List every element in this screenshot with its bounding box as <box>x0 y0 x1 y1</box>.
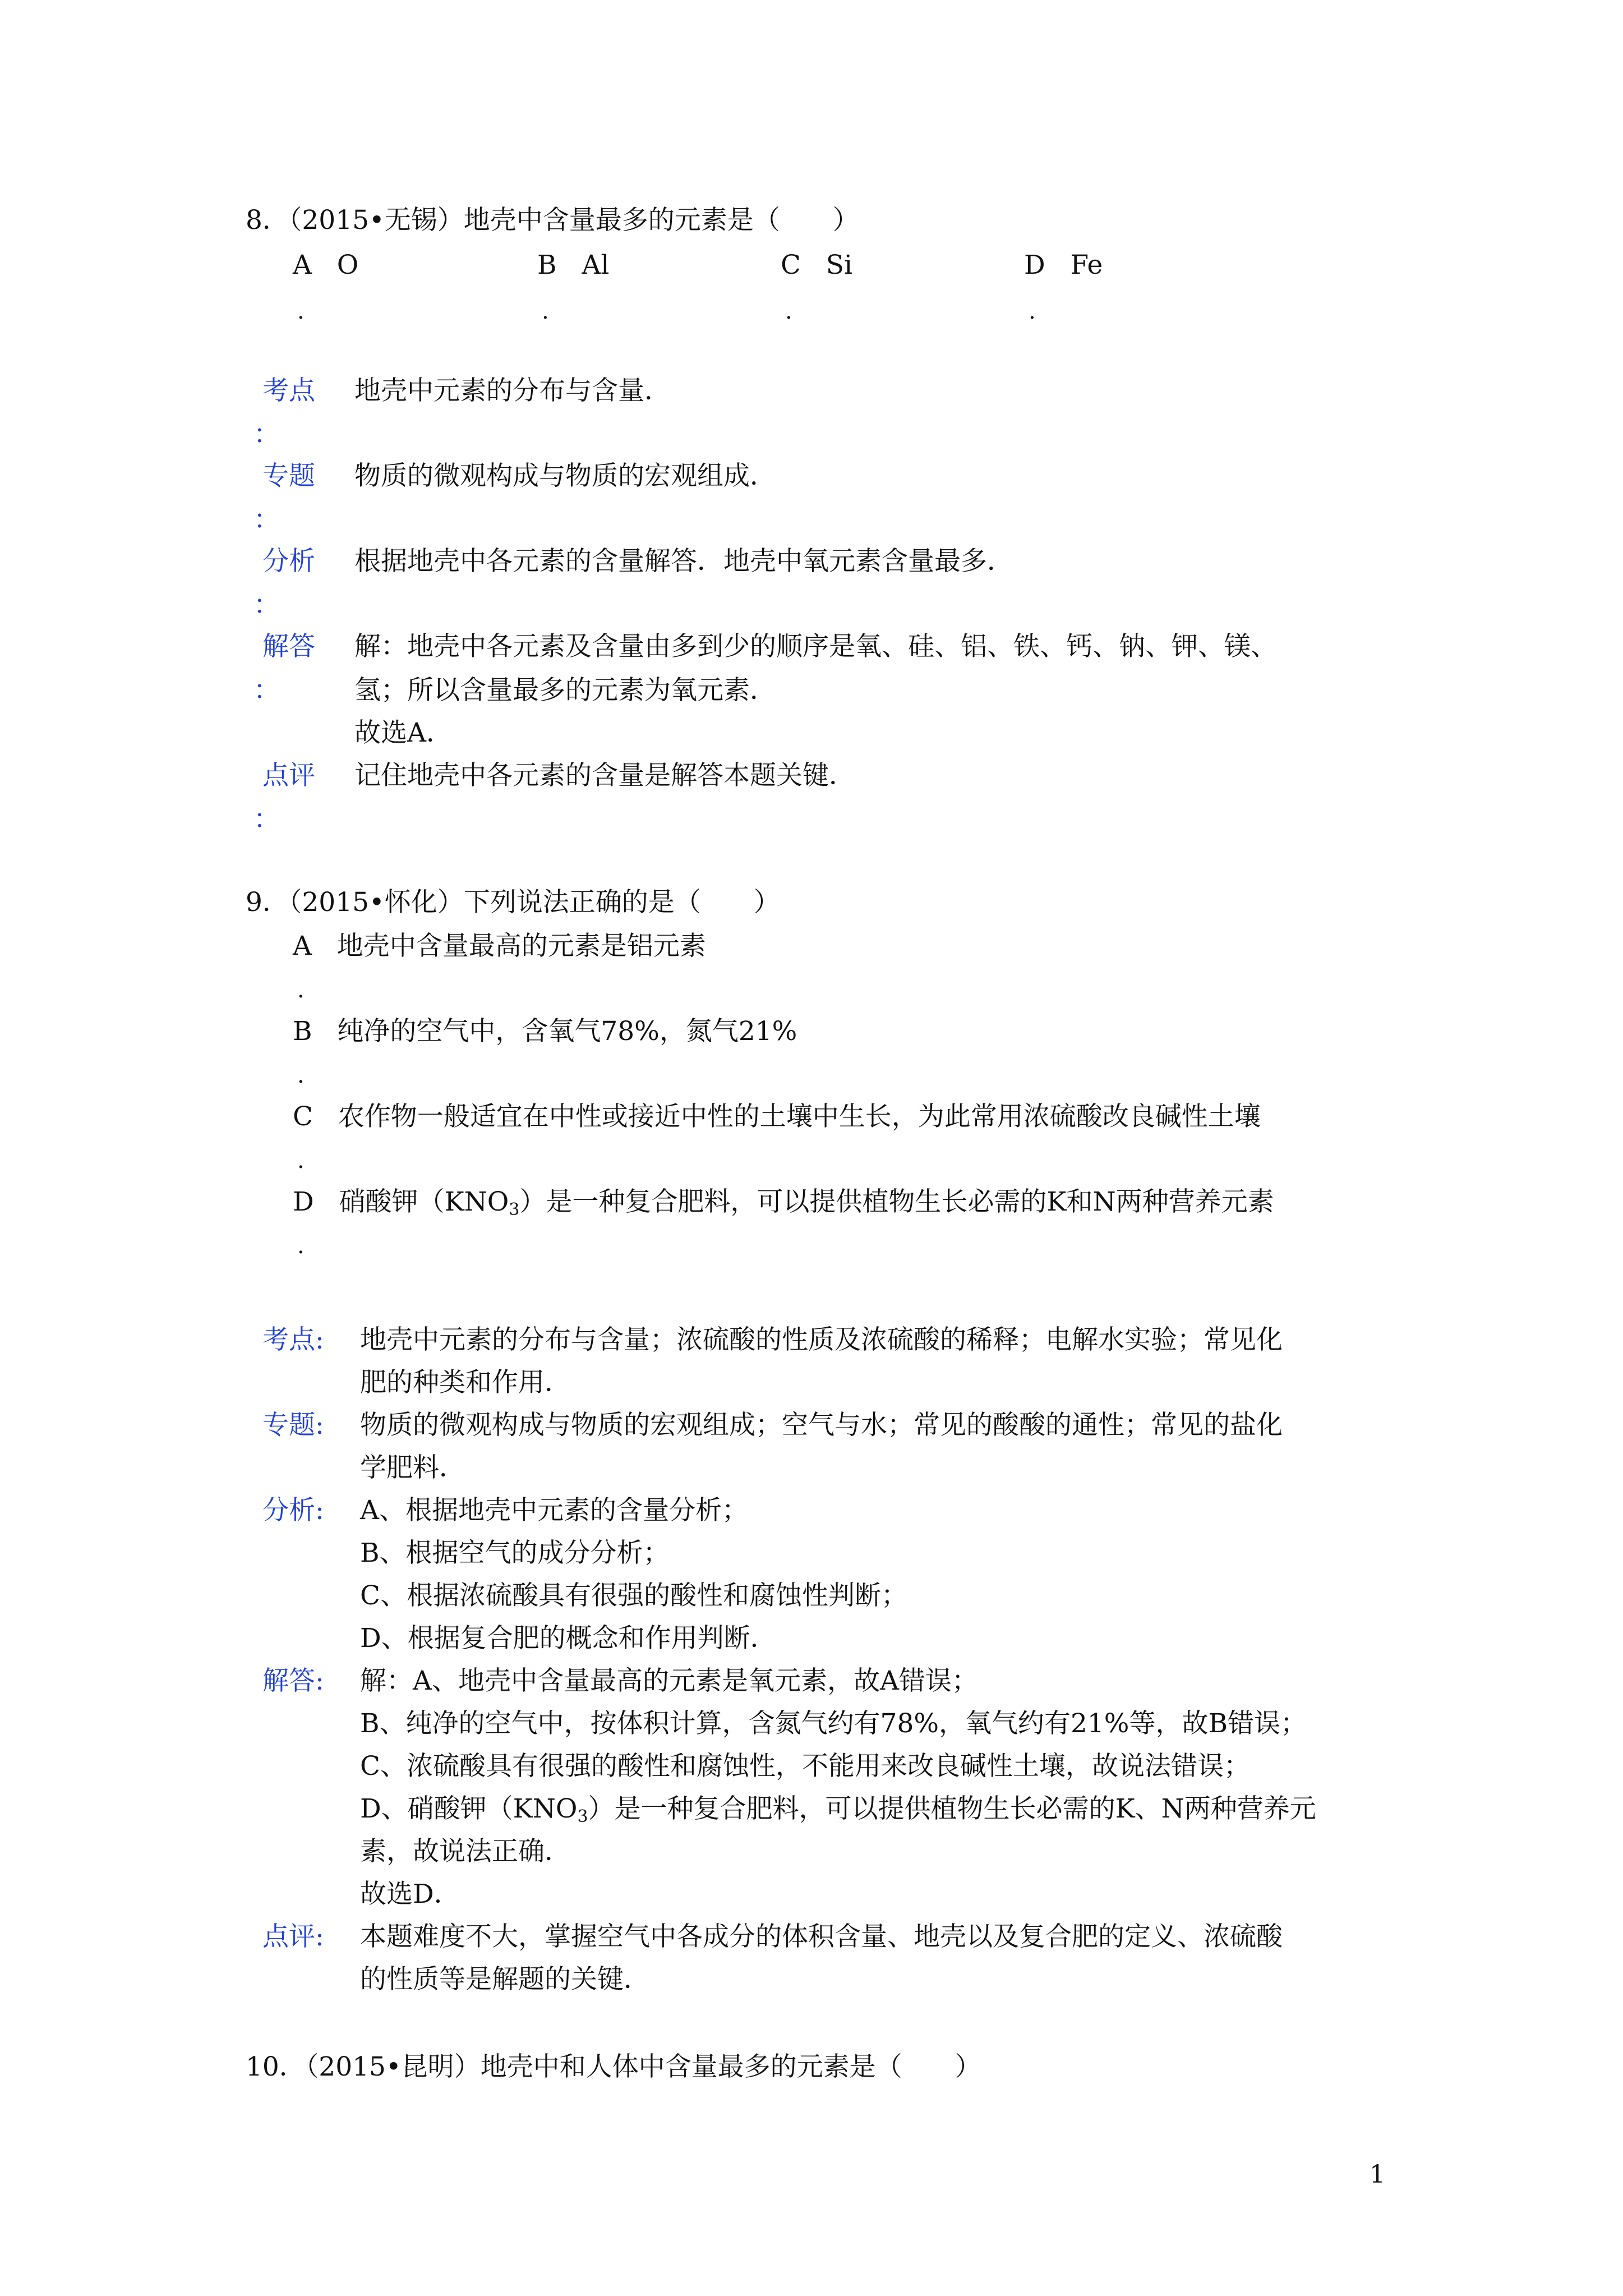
option-text: O <box>336 250 359 280</box>
section-line: 物质的微观构成与物质的宏观组成；空气与水；常见的酸酸的通性；常见的盐化 <box>360 1410 1283 1441</box>
option-letter: A <box>293 250 312 280</box>
section-line: 根据地壳中各元素的含量解答．地壳中氧元素含量最多． <box>354 546 1013 577</box>
section-line: 肥的种类和作用． <box>360 1367 571 1398</box>
option-text: Si <box>826 250 853 280</box>
section-label-fenxi: 分析: <box>262 1495 324 1526</box>
section-line: D、根据复合肥的概念和作用判断． <box>360 1623 777 1654</box>
section-line: 解：地壳中各元素及含量由多到少的顺序是氧、硅、铝、铁、钙、钠、钾、镁、 <box>354 631 1277 662</box>
page-number: 1 <box>1370 2160 1385 2189</box>
q9-option-dot: . <box>297 1062 305 1088</box>
section-colon: ： <box>253 504 280 535</box>
q9-option-dot: . <box>297 977 305 1003</box>
section-label-jieda: 解答 <box>262 631 315 662</box>
section-line: 素，故说法正确． <box>360 1836 571 1867</box>
section-label-jieda: 解答: <box>262 1665 324 1696</box>
section-colon: ： <box>253 675 280 706</box>
q9-option-d[interactable] <box>293 1181 1274 1223</box>
q8-option-b[interactable] <box>537 245 609 286</box>
q9-option-dot: . <box>297 1148 305 1174</box>
section-colon: ： <box>253 419 280 450</box>
option-letter: B <box>537 250 557 280</box>
section-line: 地壳中元素的分布与含量；浓硫酸的性质及浓硫酸的稀释；电解水实验；常见化 <box>360 1324 1283 1355</box>
section-line: 学肥料． <box>360 1452 465 1483</box>
q8-option-dot: . <box>1029 298 1036 324</box>
section-label-zhuanti: 专题 <box>262 461 315 491</box>
section-line: 故选A． <box>354 717 453 748</box>
subscript: 3 <box>577 1807 588 1826</box>
section-line: 故选D． <box>360 1879 460 1910</box>
q9-option-a[interactable] <box>293 926 706 967</box>
section-line: B、根据空气的成分分析； <box>360 1538 670 1568</box>
section-line: 氢；所以含量最多的元素为氧元素． <box>354 675 776 706</box>
q8-option-a[interactable] <box>293 245 358 286</box>
section-line: C、根据浓硫酸具有很强的酸性和腐蚀性判断； <box>360 1580 907 1611</box>
section-label-dianping: 点评: <box>262 1921 324 1952</box>
section-line: 解：A、地壳中含量最高的元素是氧元素，故A错误； <box>360 1665 978 1696</box>
section-line: 物质的微观构成与物质的宏观组成． <box>354 461 776 491</box>
text-part: D、硝酸钾（KNO <box>360 1793 578 1824</box>
section-line: B、纯净的空气中，按体积计算，含氮气约有78%，氧气约有21%等，故B错误； <box>360 1708 1307 1739</box>
section-colon: ： <box>253 590 280 620</box>
q10-stem: 10．（2015•昆明）地壳中和人体中含量最多的元素是（ ） <box>246 2051 981 2082</box>
option-letter: C <box>781 250 801 280</box>
section-colon: ： <box>253 804 280 835</box>
text-part: ）是一种复合肥料，可以提供植物生长必需的K、N两种营养元 <box>588 1793 1316 1824</box>
section-label-kaodian: 考点 <box>262 375 315 406</box>
text-part: ）是一种复合肥料，可以提供植物生长必需的K和N两种营养元素 <box>519 1186 1274 1217</box>
section-line: 本题难度不大，掌握空气中各成分的体积含量、地壳以及复合肥的定义、浓硫酸 <box>360 1921 1283 1952</box>
q8-option-c[interactable] <box>781 245 852 286</box>
section-label-zhuanti: 专题: <box>262 1410 324 1441</box>
section-label-fenxi: 分析 <box>262 546 315 577</box>
option-letter: B <box>293 1016 312 1047</box>
option-letter: D <box>293 1186 314 1217</box>
option-text <box>339 1186 1274 1220</box>
section-line: C、浓硫酸具有很强的酸性和腐蚀性，不能用来改良碱性土壤，故说法错误； <box>360 1751 1250 1782</box>
text-part: 硝酸钾（KNO <box>339 1186 509 1217</box>
q8-option-dot: . <box>542 298 549 324</box>
section-label-dianping: 点评 <box>262 760 315 791</box>
section-line <box>360 1788 1316 1830</box>
section-line: 的性质等是解题的关键． <box>360 1964 650 1995</box>
q8-option-dot: . <box>785 298 792 324</box>
option-text: Fe <box>1070 250 1103 280</box>
option-letter: C <box>293 1101 313 1132</box>
option-text: 纯净的空气中，含氧气78%，氮气21% <box>337 1016 797 1047</box>
option-text: 农作物一般适宜在中性或接近中性的土壤中生长，为此常用浓硫酸改良碱性土壤 <box>338 1101 1261 1132</box>
q8-stem: 8．（2015•无锡）地壳中含量最多的元素是（ ） <box>246 205 859 236</box>
option-letter: D <box>1024 250 1045 280</box>
option-text: Al <box>582 250 610 280</box>
section-line: A、根据地壳中元素的含量分析； <box>360 1495 748 1526</box>
q9-option-b[interactable] <box>293 1011 797 1052</box>
q9-option-c[interactable] <box>293 1096 1261 1138</box>
subscript: 3 <box>509 1200 520 1220</box>
q9-option-dot: . <box>297 1233 305 1259</box>
section-line: 记住地壳中各元素的含量是解答本题关键． <box>354 760 855 791</box>
option-letter: A <box>293 931 312 961</box>
q9-stem: 9．（2015•怀化）下列说法正确的是（ ） <box>246 887 780 918</box>
q8-option-d[interactable] <box>1024 245 1103 286</box>
q8-option-dot: . <box>297 298 305 324</box>
section-label-kaodian: 考点: <box>262 1324 324 1355</box>
option-text: 地壳中含量最高的元素是铝元素 <box>336 931 706 961</box>
section-line: 地壳中元素的分布与含量． <box>354 375 671 406</box>
